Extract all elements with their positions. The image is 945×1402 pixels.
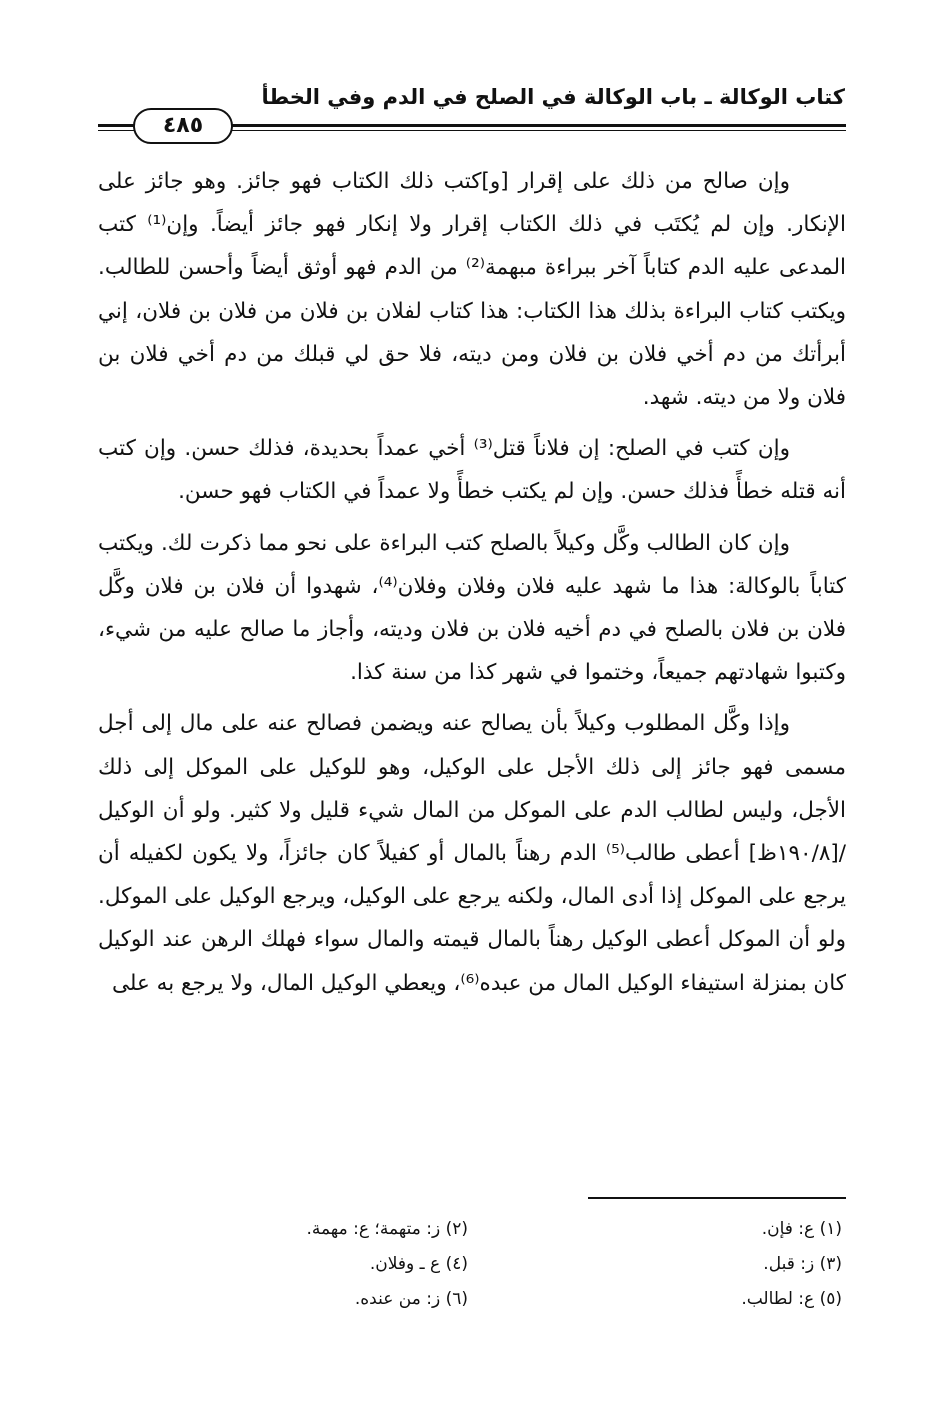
footnote-row	[98, 1247, 846, 1282]
paragraph-4: وإذا وكَّل المطلوب وكيلاً بأن يصالح عنه ويضمن فصالح عنه على مال إلى أجل مسمى فهو جائز إلى ذلك الأجل على الوكيل، وهو للوكيل على الموكل إلى ذلك الأجل، وليس لطالب الدم على الموكل من المال شيء قليل ولا كثير. ولو أن الوكيل /[١٩٠/٨ظ] أعطى طالب⁽⁵⁾ الدم رهناً بالمال أو كفيلاً كان جائزاً، ولا يكون لكفيله أن يرجع على الموكل إذا أدى المال، ولكنه يرجع على الوكيل، ويرجع الوكيل على الموكل. ولو أن الموكل أعطى الوكيل رهناً بالمال قيمته والمال سواء فهلك الرهن عند الوكيل كان بمنزلة استيفاء الوكيل المال من عبده⁽⁶⁾، ويعطي الوكيل المال، ولا يرجع به على	[98, 711, 847, 996]
footnote-1: (١) ع: فإن.	[761, 1219, 842, 1239]
footnote-2: (٢) ز: متهمة؛ ع: مهمة.	[306, 1219, 468, 1239]
footnote-row	[98, 1212, 846, 1247]
footnote-5: (٥) ع: لطالب.	[741, 1289, 842, 1309]
main-text	[98, 160, 846, 1013]
footnotes	[98, 1212, 846, 1317]
footnote-separator	[588, 1197, 846, 1199]
footnote-4: (٤) ع ـ وفلان.	[369, 1254, 468, 1274]
page-number: ٤٨٥	[133, 108, 233, 144]
footnote-row	[98, 1282, 846, 1317]
running-title: كتاب الوكالة ـ باب الوكالة في الصلح في الدم وفي الخطأ	[261, 85, 845, 109]
footnote-3: (٣) ز: قبل.	[763, 1254, 842, 1274]
paragraph-1: وإن صالح من ذلك على إقرار [و]كتب ذلك الكتاب فهو جائز. وهو جائز على الإنكار. وإن لم يُكتَب في ذلك الكتاب إقرار ولا إنكار فهو جائز أيضاً. وإن⁽¹⁾ كتب المدعى عليه الدم كتاباً آخر ببراءة مبهمة⁽²⁾ من الدم فهو أوثق أيضاً وأحسن للطالب. ويكتب كتاب البراءة بذلك هذا الكتاب: هذا كتاب لفلان بن فلان من فلان بن فلان، إني أبرأتك من دم أخي فلان بن فلان ومن ديته، فلا حق لي قبلك من دم أخي فلان بن فلان ولا من ديته. شهد.	[98, 169, 846, 411]
paragraph-3: وإن كان الطالب وكَّل وكيلاً بالصلح كتب البراءة على نحو مما ذكرت لك. ويكتب كتاباً بالوكالة: هذا ما شهد عليه فلان وفلان وفلان⁽⁴⁾، شهدوا أن فلان بن فلان وكَّل فلان بن فلان بالصلح في دم أخيه فلان بن فلان وديته، وأجاز ما صالح عليه من شيء، وكتبوا شهادتهم جميعاً، وختموا في شهر كذا من سنة كذا.	[98, 530, 846, 686]
paragraph-2: وإن كتب في الصلح: إن فلاناً قتل⁽³⁾ أخي عمداً بحديدة، فذلك حسن. وإن كتب أنه قتله خطأً فذلك حسن. وإن لم يكتب خطأً ولا عمداً في الكتاب فهو حسن.	[98, 436, 846, 505]
footnote-6: (٦) ز: من عنده.	[354, 1289, 468, 1309]
